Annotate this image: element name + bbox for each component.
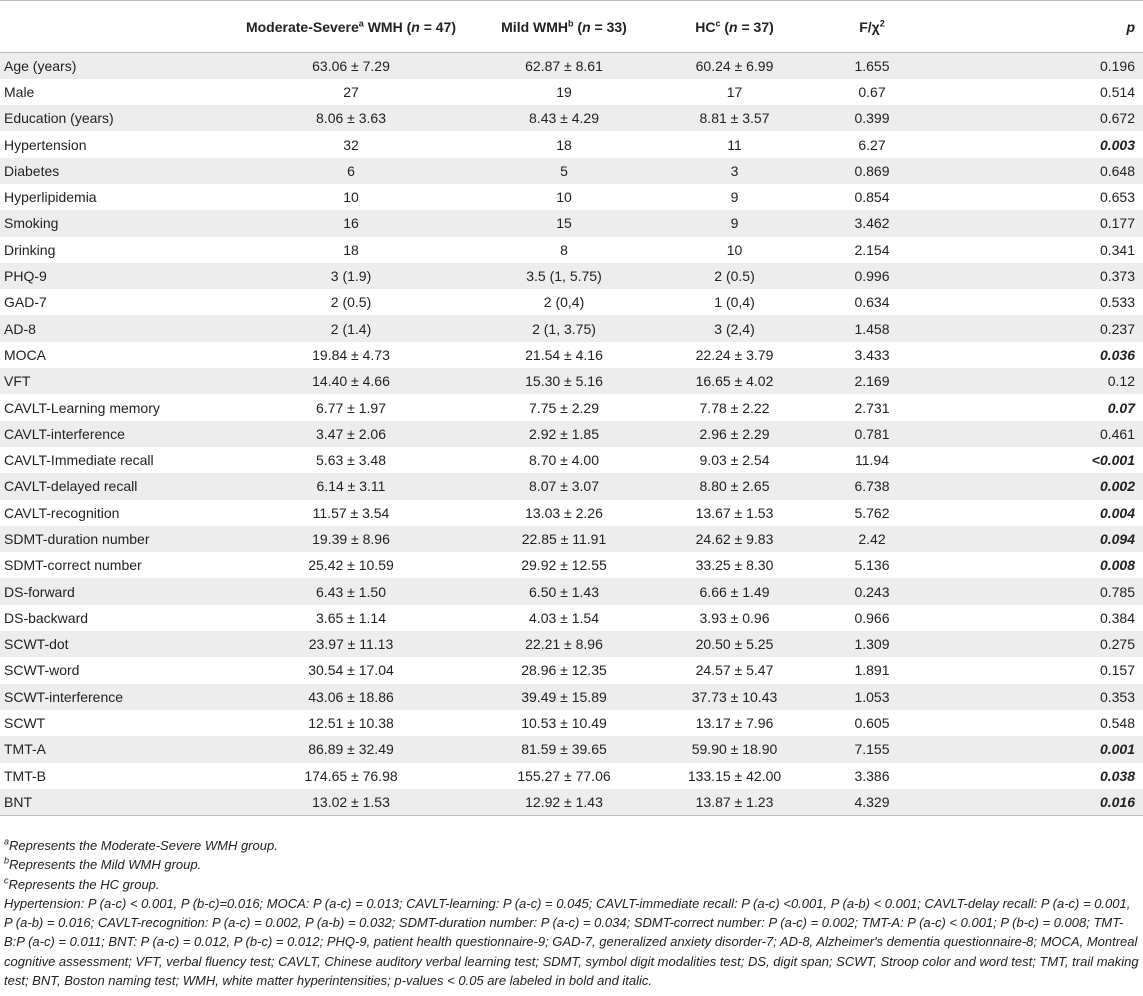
table-row xyxy=(0,657,1143,683)
cell-moderate-severe: 27 xyxy=(343,83,359,100)
cell-moderate-severe: 63.06 ± 7.29 xyxy=(236,53,466,79)
footnote-abbreviations: Hypertension: P (a-c) < 0.001, P (b-c)=0.016; MOCA: P (a-c) = 0.013; CAVLT-learning: P (a-c) = 0.045; CAVLT-immediate recall: P (a-c) <0.001, P (a-b) < 0.001; CAVLT-delay recall: P (a-c) = 0.001, P (a-b) = 0.016; CAVLT-recognition: P (a-c) = 0.002, P (a-b) = 0.032; SDMT-duration number: P (a-c) = 0.034; SDMT-correct number: P (a-c) = 0.002; TMT-A: P (a-c) < 0.001; P (b-c) = 0.008; TMT-B:P (a-c) = 0.011; BNT: P (a-c) = 0.012, P (b-c) = 0.012; PHQ-9, patient health questionnaire-9; GAD-7, generalized anxiety disorder-7; AD-8, Alzheimer's dementia questionnaire-8; MOCA, Montreal cognitive assessment; VFT, verbal fluency test; CAVLT, Chinese auditory verbal learning test; SDMT, symbol digit modalities test; DS, digit span; SCWT, Stroop color and word test; TMT, trail making test; BNT, Boston naming test; WMH, white matter hyperintensities; p-values < 0.05 are labeled in bold and italic. xyxy=(4,895,1139,989)
cell-p: 0.036 xyxy=(1099,346,1135,363)
table-row xyxy=(0,53,1143,79)
cell-f-chi2: 0.605 xyxy=(854,715,890,732)
cell-moderate-severe: 6.43 ± 1.50 xyxy=(236,578,466,604)
cell-p: 0.12 xyxy=(937,368,1143,394)
cell-variable: SCWT-interference xyxy=(0,684,236,710)
table-row xyxy=(0,158,1143,184)
cell-moderate-severe: 174.65 ± 76.98 xyxy=(304,767,398,784)
cell-f-chi2: 0.634 xyxy=(854,294,890,311)
cell-hc: 2.96 ± 2.29 xyxy=(662,421,807,447)
header-hc: $HC^c$ (n = 37) xyxy=(662,1,807,53)
cell-p: 0.533 xyxy=(1099,294,1135,311)
cell-p: 0.275 xyxy=(937,631,1143,657)
table-row xyxy=(0,526,1143,552)
cell-f-chi2: 3.462 xyxy=(807,210,937,236)
cell-hc: 37.73 ± 10.43 xyxy=(662,684,807,710)
cell-mild: 2 (1, 3.75) xyxy=(466,315,662,341)
cell-hc: 7.78 ± 2.22 xyxy=(699,399,770,416)
cell-mild: 2 (0,4) xyxy=(543,294,585,311)
table-row xyxy=(0,394,1143,420)
cell-hc: 60.24 ± 6.99 xyxy=(662,53,807,79)
footnote-a: $^a$Represents the Moderate-Severe WMH group. xyxy=(4,836,278,853)
cell-mild: 15 xyxy=(466,210,662,236)
cell-variable: Age (years) xyxy=(0,53,236,79)
cell-moderate-severe: 19.39 ± 8.96 xyxy=(236,526,466,552)
cell-mild: 7.75 ± 2.29 xyxy=(529,399,599,416)
cell-p: 0.373 xyxy=(937,263,1143,289)
cell-p: 0.177 xyxy=(937,210,1143,236)
cell-moderate-severe: 11.57 ± 3.54 xyxy=(312,504,390,521)
cell-f-chi2: 1.309 xyxy=(807,631,937,657)
table-row xyxy=(0,710,1143,736)
cell-p: 0.648 xyxy=(937,158,1143,184)
table-row xyxy=(0,473,1143,499)
table-row xyxy=(0,237,1143,263)
cell-hc: 24.57 ± 5.47 xyxy=(695,662,774,679)
cell-p: 0.514 xyxy=(1099,83,1135,100)
cell-moderate-severe: 23.97 ± 11.13 xyxy=(236,631,466,657)
cell-moderate-severe: 14.40 ± 4.66 xyxy=(236,368,466,394)
cell-f-chi2: 2.731 xyxy=(854,399,890,416)
cell-mild: 8.07 ± 3.07 xyxy=(466,473,662,499)
cell-hc: 9.03 ± 2.54 xyxy=(699,452,770,469)
table-row xyxy=(0,184,1143,210)
cell-hc: 9 xyxy=(730,189,739,206)
table-row xyxy=(0,131,1143,157)
table-row xyxy=(0,684,1143,710)
cell-mild: 6.50 ± 1.43 xyxy=(466,578,662,604)
cell-hc: 13.67 ± 1.53 xyxy=(695,504,774,521)
cell-moderate-severe: 3.47 ± 2.06 xyxy=(236,421,466,447)
cell-f-chi2: 7.155 xyxy=(807,736,937,762)
cell-p: 0.653 xyxy=(1099,189,1135,206)
cell-variable: Drinking xyxy=(4,241,56,258)
cell-mild: 12.92 ± 1.43 xyxy=(466,789,662,815)
cell-moderate-severe: 13.02 ± 1.53 xyxy=(236,789,466,815)
cell-f-chi2: 0.243 xyxy=(807,578,937,604)
cell-f-chi2: 3.386 xyxy=(854,767,890,784)
cell-variable: MOCA xyxy=(4,346,46,363)
cell-moderate-severe: 5.63 ± 3.48 xyxy=(316,452,386,469)
table-row xyxy=(0,421,1143,447)
table-row xyxy=(0,789,1143,815)
cell-mild: 62.87 ± 8.61 xyxy=(466,53,662,79)
cell-moderate-severe: 10 xyxy=(343,189,359,206)
cell-hc: 20.50 ± 5.25 xyxy=(662,631,807,657)
footnote-b: $^b$Represents the Mild WMH group. xyxy=(4,855,202,873)
cell-mild: 2.92 ± 1.85 xyxy=(466,421,662,447)
cell-hc: 9 xyxy=(662,210,807,236)
cell-f-chi2: 0.854 xyxy=(854,189,890,206)
cell-moderate-severe: 43.06 ± 18.86 xyxy=(236,684,466,710)
table-row xyxy=(0,210,1143,236)
cell-f-chi2: 1.655 xyxy=(807,53,937,79)
cell-variable: TMT-A xyxy=(0,736,236,762)
cell-hc: 22.24 ± 3.79 xyxy=(695,346,774,363)
cell-hc: 3 xyxy=(662,158,807,184)
cell-variable: Education (years) xyxy=(0,105,236,131)
header-p: p xyxy=(937,1,1143,53)
header-variable xyxy=(0,1,236,53)
table-row xyxy=(0,263,1143,289)
cell-moderate-severe: 6 xyxy=(236,158,466,184)
cell-mild: 39.49 ± 15.89 xyxy=(466,684,662,710)
cell-variable: GAD-7 xyxy=(4,294,47,311)
cell-mild: 15.30 ± 5.16 xyxy=(466,368,662,394)
cell-p: 0.004 xyxy=(1099,504,1135,521)
table-row xyxy=(0,105,1143,131)
header-mild: Mild WMH$^b$ (n = 33) xyxy=(466,1,662,53)
cell-mild: 10.53 ± 10.49 xyxy=(521,715,607,732)
cell-moderate-severe: 6.14 ± 3.11 xyxy=(236,473,466,499)
cell-p: 0.196 xyxy=(937,53,1143,79)
cell-hc: 13.87 ± 1.23 xyxy=(662,789,807,815)
cell-moderate-severe: 16 xyxy=(236,210,466,236)
cell-f-chi2: 2.42 xyxy=(807,526,937,552)
cell-variable: PHQ-9 xyxy=(0,263,236,289)
cell-hc: 6.66 ± 1.49 xyxy=(662,578,807,604)
cell-variable: SCWT-dot xyxy=(0,631,236,657)
cell-mild: 28.96 ± 12.35 xyxy=(521,662,607,679)
cell-f-chi2: 2.154 xyxy=(854,241,890,258)
cell-p: 0.785 xyxy=(937,578,1143,604)
table-body xyxy=(0,53,1143,816)
cell-hc: 133.15 ± 42.00 xyxy=(687,767,782,784)
cell-variable: SDMT-correct number xyxy=(4,557,142,574)
cell-hc: 59.90 ± 18.90 xyxy=(662,736,807,762)
cell-p: 0.341 xyxy=(1099,241,1135,258)
cell-variable: VFT xyxy=(0,368,236,394)
cell-mild: 22.85 ± 11.91 xyxy=(466,526,662,552)
cell-hc: 8.80 ± 2.65 xyxy=(662,473,807,499)
cell-hc: 24.62 ± 9.83 xyxy=(662,526,807,552)
cell-variable: CAVLT-Immediate recall xyxy=(4,452,154,469)
cell-mild: 21.54 ± 4.16 xyxy=(525,346,603,363)
cell-f-chi2: 1.053 xyxy=(807,684,937,710)
cell-f-chi2: 0.399 xyxy=(807,105,937,131)
cell-f-chi2: 0.781 xyxy=(807,421,937,447)
cell-mild: 10 xyxy=(556,189,572,206)
cell-mild: 8.43 ± 4.29 xyxy=(466,105,662,131)
cell-hc: 3 (2,4) xyxy=(662,315,807,341)
cell-variable: CAVLT-Learning memory xyxy=(4,399,160,416)
cell-variable: Smoking xyxy=(0,210,236,236)
cell-p: 0.672 xyxy=(937,105,1143,131)
cell-f-chi2: 1.891 xyxy=(854,662,890,679)
cell-variable: Hypertension xyxy=(4,136,87,153)
table-row xyxy=(0,447,1143,473)
cell-moderate-severe: 3.65 ± 1.14 xyxy=(316,609,386,626)
cell-f-chi2: 11.94 xyxy=(855,452,889,469)
table-row xyxy=(0,315,1143,341)
cell-variable: SCWT xyxy=(4,715,46,732)
cell-variable: DS-forward xyxy=(0,578,236,604)
cell-moderate-severe: 3 (1.9) xyxy=(236,263,466,289)
cell-f-chi2: 2.169 xyxy=(807,368,937,394)
cell-p: 0.237 xyxy=(937,315,1143,341)
cell-hc: 1 (0,4) xyxy=(714,294,755,311)
cell-hc: 8.81 ± 3.57 xyxy=(662,105,807,131)
cell-p: 0.548 xyxy=(1099,715,1135,732)
table-footnotes xyxy=(4,836,1139,990)
table-row xyxy=(0,368,1143,394)
cell-f-chi2: 3.433 xyxy=(854,346,890,363)
cell-p: 0.016 xyxy=(937,789,1143,815)
cell-p: 0.384 xyxy=(1099,609,1135,626)
cell-variable: CAVLT-interference xyxy=(0,421,236,447)
table-row xyxy=(0,736,1143,762)
footnote-c: $^c$Represents the HC group. xyxy=(4,875,160,892)
cell-moderate-severe: 25.42 ± 10.59 xyxy=(308,557,394,574)
cell-f-chi2: 0.67 xyxy=(858,83,886,100)
cell-variable: SDMT-duration number xyxy=(0,526,236,552)
table-row xyxy=(0,763,1143,789)
cell-hc: 3.93 ± 0.96 xyxy=(699,609,770,626)
table-row xyxy=(0,79,1143,105)
cell-moderate-severe: 32 xyxy=(343,136,359,153)
cell-mild: 19 xyxy=(556,83,572,100)
cell-mild: 8.70 ± 4.00 xyxy=(529,452,599,469)
cell-p: 0.157 xyxy=(1099,662,1135,679)
cell-variable: BNT xyxy=(0,789,236,815)
cell-variable: TMT-B xyxy=(4,767,46,784)
cell-hc: 13.17 ± 7.96 xyxy=(695,715,774,732)
cell-hc: 16.65 ± 4.02 xyxy=(662,368,807,394)
cell-f-chi2: 6.738 xyxy=(807,473,937,499)
cell-mild: 155.27 ± 77.06 xyxy=(517,767,611,784)
table-row xyxy=(0,552,1143,578)
cell-mild: 18 xyxy=(556,136,572,153)
cell-hc: 11 xyxy=(727,136,742,153)
cell-mild: 81.59 ± 39.65 xyxy=(466,736,662,762)
cell-mild: 4.03 ± 1.54 xyxy=(529,609,599,626)
cell-moderate-severe: 8.06 ± 3.63 xyxy=(236,105,466,131)
cell-variable: CAVLT-delayed recall xyxy=(0,473,236,499)
cell-moderate-severe: 12.51 ± 10.38 xyxy=(308,715,394,732)
cell-variable: Diabetes xyxy=(0,158,236,184)
table-row xyxy=(0,578,1143,604)
table-row xyxy=(0,605,1143,631)
cell-mild: 3.5 (1, 5.75) xyxy=(466,263,662,289)
cell-moderate-severe: 19.84 ± 4.73 xyxy=(312,346,390,363)
cell-moderate-severe: 86.89 ± 32.49 xyxy=(236,736,466,762)
cell-variable: Hyperlipidemia xyxy=(4,189,97,206)
cell-p: 0.002 xyxy=(937,473,1143,499)
table-row xyxy=(0,631,1143,657)
cell-f-chi2: 0.996 xyxy=(807,263,937,289)
cell-f-chi2: 5.136 xyxy=(854,557,890,574)
cell-p: 0.001 xyxy=(937,736,1143,762)
cell-mild: 29.92 ± 12.55 xyxy=(521,557,607,574)
cell-p: 0.094 xyxy=(937,526,1143,552)
cell-variable: DS-backward xyxy=(4,609,89,626)
cell-variable: CAVLT-recognition xyxy=(4,504,120,521)
cell-f-chi2: 0.869 xyxy=(807,158,937,184)
cell-variable: AD-8 xyxy=(0,315,236,341)
cell-moderate-severe: 2 (0.5) xyxy=(330,294,372,311)
cell-f-chi2: 6.27 xyxy=(858,136,886,153)
cell-f-chi2: 5.762 xyxy=(854,504,890,521)
cell-hc: 17 xyxy=(726,83,743,100)
cell-f-chi2: 0.966 xyxy=(854,609,890,626)
table-row xyxy=(0,289,1143,315)
cell-hc: 33.25 ± 8.30 xyxy=(695,557,774,574)
cell-mild: 8 xyxy=(560,241,568,258)
cell-p: <0.001 xyxy=(1091,452,1135,469)
cell-variable: SCWT-word xyxy=(4,662,80,679)
cell-hc: 2 (0.5) xyxy=(662,263,807,289)
table-header xyxy=(0,1,1143,53)
cell-p: 0.07 xyxy=(1107,399,1135,416)
cell-variable: Male xyxy=(4,83,35,100)
table-row xyxy=(0,500,1143,526)
cell-hc: 10 xyxy=(726,241,743,258)
header-moderate-severe: Moderate-Severe$^a$ WMH (n = 47) xyxy=(236,1,466,53)
cell-p: 0.008 xyxy=(1099,557,1135,574)
cell-moderate-severe: 6.77 ± 1.97 xyxy=(316,399,386,416)
cell-moderate-severe: 18 xyxy=(343,241,359,258)
table-row xyxy=(0,342,1143,368)
cell-p: 0.353 xyxy=(937,684,1143,710)
cell-mild: 13.03 ± 2.26 xyxy=(525,504,603,521)
cell-mild: 5 xyxy=(466,158,662,184)
cell-p: 0.461 xyxy=(937,421,1143,447)
header-f-chi2: $F/\chi^2$ xyxy=(807,1,937,53)
cell-p: 0.003 xyxy=(1099,136,1135,153)
cell-moderate-severe: 30.54 ± 17.04 xyxy=(308,662,394,679)
cell-f-chi2: 1.458 xyxy=(807,315,937,341)
cell-f-chi2: 4.329 xyxy=(807,789,937,815)
cell-p: 0.038 xyxy=(1099,767,1135,784)
cell-mild: 22.21 ± 8.96 xyxy=(466,631,662,657)
cell-moderate-severe: 2 (1.4) xyxy=(236,315,466,341)
